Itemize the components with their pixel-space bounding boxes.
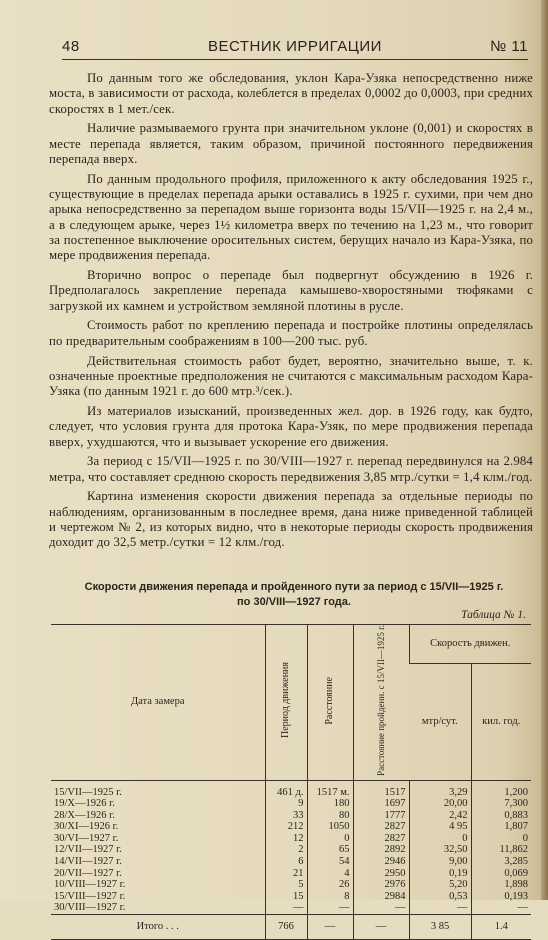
row-speed-day: 5,20 [409,879,471,891]
row-speed-year: — [471,902,531,914]
row-period: 12 [265,833,307,845]
row-speed-year: 0,193 [471,891,531,903]
row-speed-day: 9,00 [409,856,471,868]
row-date: 10/VIII—1927 г. [54,879,126,891]
paragraph: По данным того же обследования, уклон Кара-Узяка непосредственно ниже моста, в зависимости от расхода, колеблется в пределах 0,0002 до 0,0003, при средних скоростях в 1 мет./сек. [49,71,533,116]
row-distance-from: 2827 [353,821,409,833]
journal-title: ВЕСТНИК ИРРИГАЦИИ [208,38,382,55]
row-date: 28/X—1926 г. [54,809,115,821]
total-value: 1.4 [471,915,531,940]
table-number: Таблица № 1. [461,609,526,621]
row-speed-day: 0 [409,833,471,845]
row-speed-day: — [409,902,471,914]
row-distance-from: 2950 [353,868,409,880]
header-distance-from: Расстояние пройденн. с 15/VII—1925 г. [353,625,409,781]
header-speed-day: мтр/сут. [409,663,471,780]
row-distance-from: 1697 [353,798,409,810]
row-speed-day: 3,29 [409,787,471,799]
table-row [51,902,531,914]
page-edge [541,0,548,900]
table-caption [60,580,528,610]
row-distance-from: 1517 [353,787,409,799]
row-date: 19/X—1926 г. [54,798,115,810]
header-period: Период движения [265,625,307,781]
row-period: — [265,902,307,914]
row-speed-day: 2,42 [409,810,471,822]
row-period: 5 [265,879,307,891]
row-distance: 0 [307,833,353,845]
paragraph: Стоимость работ по креплению перепада и постройке плотины определялась по предварительным соображениям в 100—200 тыс. руб. [49,318,533,348]
row-period: 6 [265,856,307,868]
row-speed-year: 0 [471,833,531,845]
row-distance-from: 2976 [353,879,409,891]
row-speed-year: 0,069 [471,868,531,880]
row-date: 20/VII—1927 г. [54,867,122,879]
page-number: 48 [62,38,80,55]
header-speed: Скорость движен. [409,625,531,664]
table-row [51,787,531,799]
table-row [51,891,531,903]
row-distance-from: 1777 [353,810,409,822]
row-date: 15/VIII—1927 г. [54,890,126,902]
row-date: 12/VII—1927 г. [54,844,122,856]
row-speed-day: 0,53 [409,891,471,903]
row-period: 212 [265,821,307,833]
row-distance: 4 [307,868,353,880]
row-period: 15 [265,891,307,903]
running-header [62,38,528,60]
row-period: 2 [265,844,307,856]
row-speed-day: 4 95 [409,821,471,833]
total-label: Итого . . . [51,915,265,940]
row-speed-day: 20,00 [409,798,471,810]
speed-table [51,624,531,940]
row-speed-year: 11,862 [471,844,531,856]
row-period: 21 [265,868,307,880]
row-distance: 8 [307,891,353,903]
paragraph: Вторично вопрос о перепаде был подвергнут обсуждению в 1926 г. Предполагалось закрепление перепада камышево-хворостяными тюфяками с загрузкой их камнем и устройством земляной плотины в русле. [49,268,533,313]
table-row [51,798,531,810]
row-date: 14/VII—1927 г. [54,856,122,868]
row-distance-from: — [353,902,409,914]
row-distance-from: 2984 [353,891,409,903]
row-speed-day: 0,19 [409,868,471,880]
row-distance: 54 [307,856,353,868]
row-date: 30/VIII—1927 г. [54,902,126,914]
total-value: — [307,915,353,940]
header-rule [62,59,528,60]
table-total-row [51,915,531,940]
row-distance-from: 2827 [353,833,409,845]
paragraph: Из материалов изысканий, произведенных жел. дор. в 1926 году, как будто, следует, что условия грунта для протока Кара-Узяк, по мере продвижения перепада вверх, ухудшаются, что и вызывает ускорение его движения. [49,403,533,449]
row-distance: — [307,902,353,914]
paragraph: Картина изменения скорости движения перепада за отдельные периоды по наблюдениям, организованным в последнее время, дана ниже приведенной таблицей и чертежом № 2, из которых видно, что в некоторые периоды скорость продвижения доходит до 32,5 метр./сутки = 12 клм./год. [49,489,533,550]
row-speed-year: 3,285 [471,856,531,868]
row-distance: 180 [307,798,353,810]
row-distance: 65 [307,844,353,856]
row-speed-year: 7,300 [471,798,531,810]
row-speed-year: 1,200 [471,787,531,799]
row-period: 33 [265,810,307,822]
table-row [51,844,531,856]
row-speed-year: 1,807 [471,821,531,833]
row-distance: 1050 [307,821,353,833]
header-distance: Расстояние [307,625,353,781]
table-row [51,868,531,880]
row-period: 9 [265,798,307,810]
row-date: 30/VI—1927 г. [54,832,119,844]
article-body [49,71,533,555]
total-value: 3 85 [409,915,471,940]
row-speed-year: 1,898 [471,879,531,891]
table-row [51,856,531,868]
row-distance: 26 [307,879,353,891]
table-row [51,879,531,891]
total-value: 766 [265,915,307,940]
paragraph: За период с 15/VII—1925 г. по 30/VIII—1927 г. перепад передвинулся на 2.984 метра, что составляет среднюю скорость передвижения 3,85 мтр./сутки = 1,4 клм./год. [49,454,533,484]
row-date: 15/VII—1925 г. [54,786,122,798]
row-distance-from: 2892 [353,844,409,856]
table-caption-line: по 30/VIII—1927 года. [237,596,351,608]
row-distance: 1517 м. [307,787,353,799]
table-caption-line: Скорости движения перепада и пройденного пути за период с 15/VII—1925 г. [84,581,504,593]
row-speed-day: 32,50 [409,844,471,856]
paragraph: Действительная стоимость работ будет, вероятно, значительно выше, т. к. означенные проектные предположения не считаются с максимальным расходом Кара-Узяка (по данным 1921 г. до 600 мтр.³/сек.). [49,353,533,399]
table-row [51,810,531,822]
row-speed-year: 0,883 [471,810,531,822]
row-period: 461 д. [265,787,307,799]
paragraph: Наличие размываемого грунта при значительном уклоне (0,001) и скоростях в месте перепада является, таким образом, причиной постоянного передвижения перепада вверх. [49,121,533,166]
row-distance-from: 2946 [353,856,409,868]
paragraph: По данным продольного профиля, приложенного к акту обследования 1925 г., существующие в пределах перепада арыки оставались в 1925 г. сухими, при чем дно арыка непосредственно за перепадом выше горизонта воды 15/VII—1925 г. на 2,4 м., а в следующем арыке, через 1½ километра вверх по течению на 1,23 м., что говорит за постепенное выключение оросительных систем, берущих начало из Кара-Узяка, по мере продвижения перепада. [49,171,533,263]
table-row [51,833,531,845]
row-date: 30/XI—1926 г. [54,821,119,833]
header-date: Дата замера [51,625,265,781]
issue-number: № 11 [490,38,528,55]
header-speed-year: кил. год. [471,663,531,780]
row-distance: 80 [307,810,353,822]
table-row [51,821,531,833]
total-value: — [353,915,409,940]
